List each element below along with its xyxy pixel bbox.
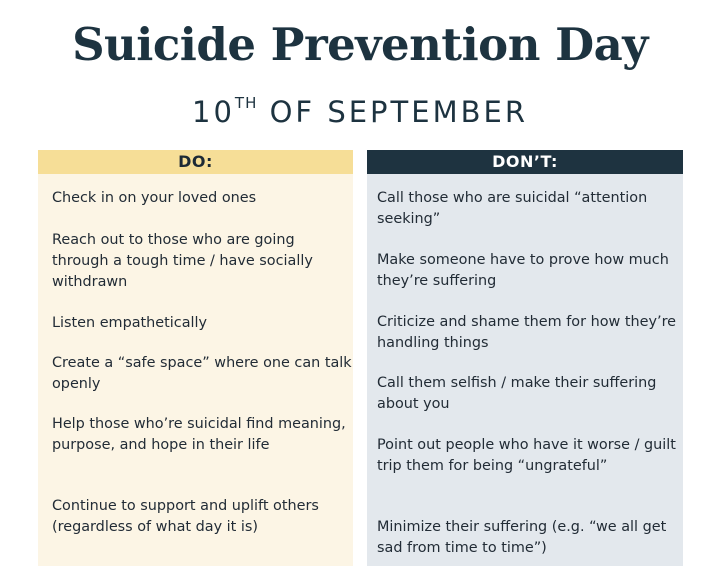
subtitle-ordinal: TH xyxy=(234,94,258,112)
do-column xyxy=(38,150,353,566)
dont-column xyxy=(367,150,683,566)
do-item: Continue to support and uplift others (regardless of what day it is) xyxy=(52,498,319,535)
do-item: Reach out to those who are going through a tough time / have socially withdrawn xyxy=(52,232,313,290)
do-item: Listen empathetically xyxy=(52,315,208,331)
do-column-heading: DO: xyxy=(38,150,353,174)
dont-item: Minimize their suffering (e.g. “we all get sad from time to time”) xyxy=(377,519,667,556)
subtitle-day: 10 xyxy=(192,95,235,129)
dont-item: Make someone have to prove how much they’re suffering xyxy=(377,252,669,289)
page-title: Suicide Prevention Day xyxy=(72,18,648,71)
subtitle-month: OF SEPTEMBER xyxy=(257,95,528,129)
dont-column-heading: DON’T: xyxy=(367,150,683,174)
do-item: Create a “safe space” where one can talk openly xyxy=(52,355,352,392)
do-item: Check in on your loved ones xyxy=(52,190,257,206)
dont-item: Call them selfish / make their suffering about you xyxy=(377,375,657,412)
dont-item: Point out people who have it worse / guilt trip them for being “ungrateful” xyxy=(377,437,676,474)
page-subtitle xyxy=(0,94,720,129)
dont-item: Criticize and shame them for how they’re handling things xyxy=(377,314,677,351)
do-item: Help those who’re suicidal find meaning, purpose, and hope in their life xyxy=(52,416,346,453)
dont-item: Call those who are suicidal “attention seeking” xyxy=(377,190,648,227)
